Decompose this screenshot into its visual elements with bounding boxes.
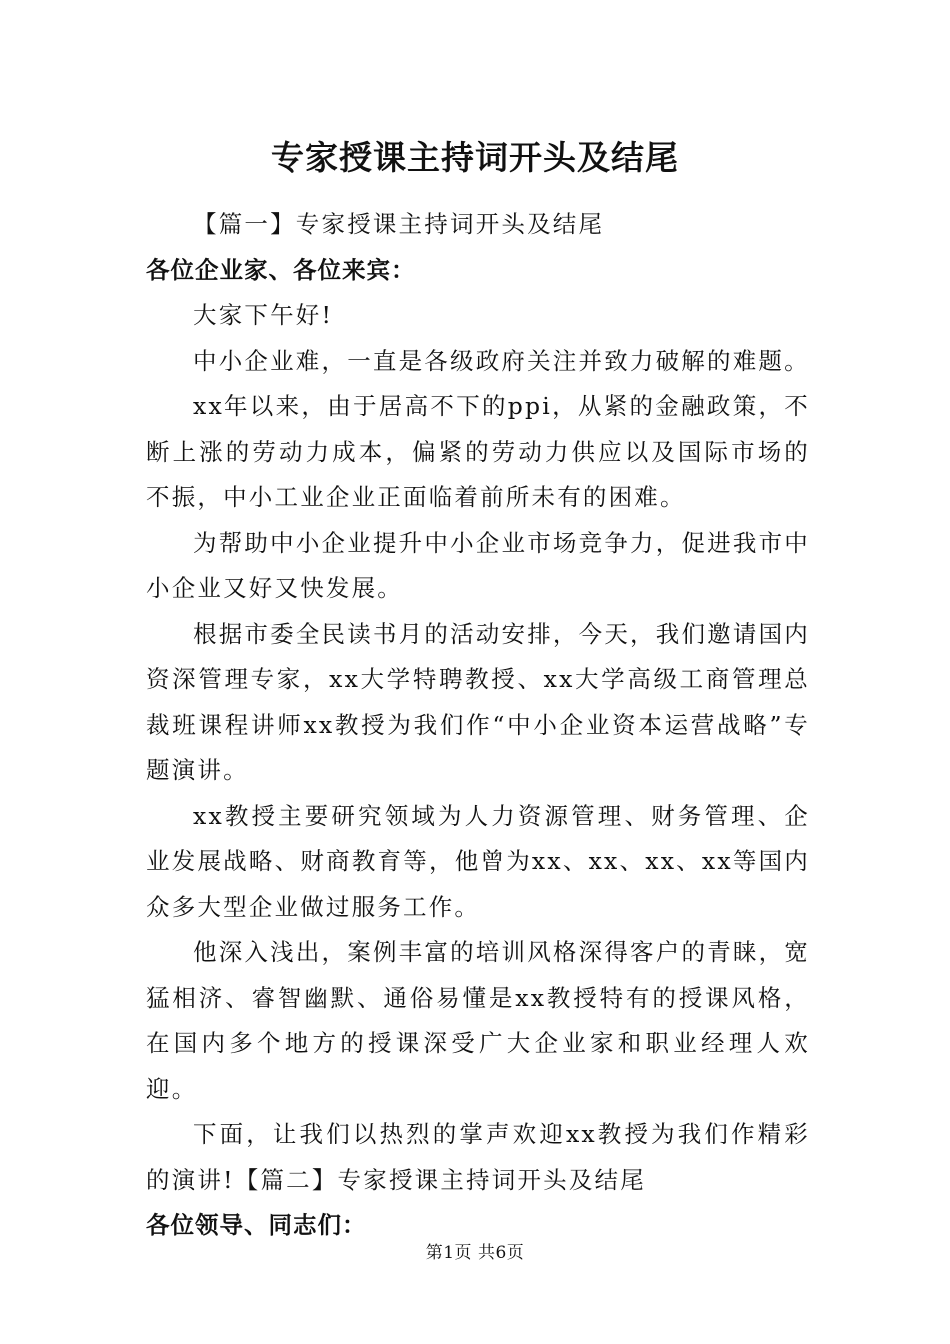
body-paragraph: xx教授主要研究领域为人力资源管理、财务管理、企业发展战略、财商教育等，他曾为xx、xx、xx、xx等国内众多大型企业做过服务工作。 xyxy=(146,801,810,921)
body-paragraph: 下面，让我们以热烈的掌声欢迎xx教授为我们作精彩的演讲!【篇二】专家授课主持词开头及结尾 xyxy=(146,1120,810,1194)
body-paragraph: 他深入浅出，案例丰富的培训风格深得客户的青睐，宽猛相济、睿智幽默、通俗易懂是xx教授特有的授课风格，在国内多个地方的授课深受广大企业家和职业经理人欢迎。 xyxy=(146,938,810,1103)
document-title: 专家授课主持词开头及结尾 xyxy=(271,138,679,177)
body-paragraph: 为帮助中小企业提升中小企业市场竞争力，促进我市中小企业又好又快发展。 xyxy=(146,528,810,602)
section-heading-1: 【篇一】专家授课主持词开头及结尾 xyxy=(193,210,605,238)
document-body xyxy=(146,202,810,1249)
body-paragraph: xx年以来，由于居高不下的ppi，从紧的金融政策，不断上涨的劳动力成本，偏紧的劳动力供应以及国际市场的不振，中小工业企业正面临着前所未有的困难。 xyxy=(146,392,810,511)
salutation-2: 各位领导、同志们： xyxy=(146,1211,367,1239)
body-paragraph: 中小企业难，一直是各级政府关注并致力破解的难题。 xyxy=(193,346,810,375)
greeting-paragraph: 大家下午好! xyxy=(193,301,334,329)
salutation-1: 各位企业家、各位来宾： xyxy=(146,255,416,284)
body-paragraph: 根据市委全民读书月的活动安排，今天，我们邀请国内资深管理专家，xx大学特聘教授、xx大学高级工商管理总裁班课程讲师xx教授为我们作“中小企业资本运营战略”专题演讲。 xyxy=(146,619,810,784)
page-number-footer: 第1页 共6页 xyxy=(425,1243,525,1263)
